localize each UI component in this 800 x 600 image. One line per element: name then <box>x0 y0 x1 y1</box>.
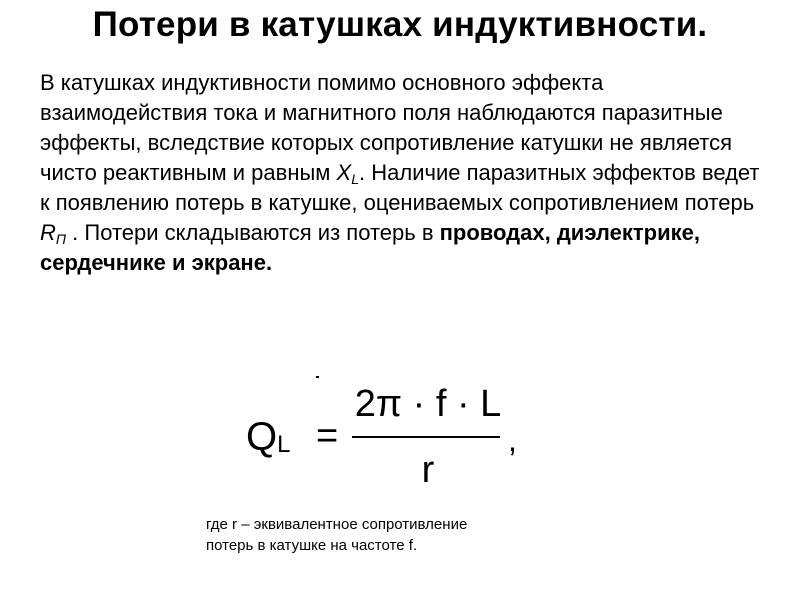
fraction-bar <box>352 436 500 438</box>
formula-denominator: r <box>421 449 435 491</box>
stray-mark <box>316 376 319 378</box>
paragraph-text-2: . Наличие паразитных эффектов ведет к появлению потерь в катушке, оцениваемых сопротивлением потерь <box>40 160 760 215</box>
body-paragraph <box>40 68 770 278</box>
symbol-r: R <box>40 220 56 245</box>
symbol-x: X <box>336 160 352 185</box>
formula-comma: , <box>508 422 517 458</box>
paragraph-bold-list: проводах, диэлектрике, сердечнике и экране. <box>40 220 700 275</box>
formula-equals: = <box>316 415 339 457</box>
paragraph-text-3: . Потери складываются из потерь в <box>66 220 440 245</box>
note-line-2: потерь в катушке на частоте f. <box>206 537 418 554</box>
formula-lhs <box>246 415 290 459</box>
formula-note <box>206 514 626 556</box>
quality-factor-formula <box>228 382 548 502</box>
subscript-p: П <box>55 231 67 247</box>
subscript-l: L <box>351 171 360 187</box>
paragraph-text-1: В катушках индуктивности помимо основного эффекта взаимодействия тока и магнитного поля наблюдаются паразитные эффекты, вследствие которых сопротивление катушки не является чисто реактивным и равным <box>40 70 733 185</box>
formula-numerator: 2π · f · L <box>354 383 502 425</box>
slide-title: Потери в катушках индуктивности. <box>92 5 708 44</box>
note-line-1: где r – эквивалентное сопротивление <box>206 516 468 533</box>
formula-q-subscript: L <box>277 431 291 458</box>
formula-q: Q <box>246 415 278 459</box>
